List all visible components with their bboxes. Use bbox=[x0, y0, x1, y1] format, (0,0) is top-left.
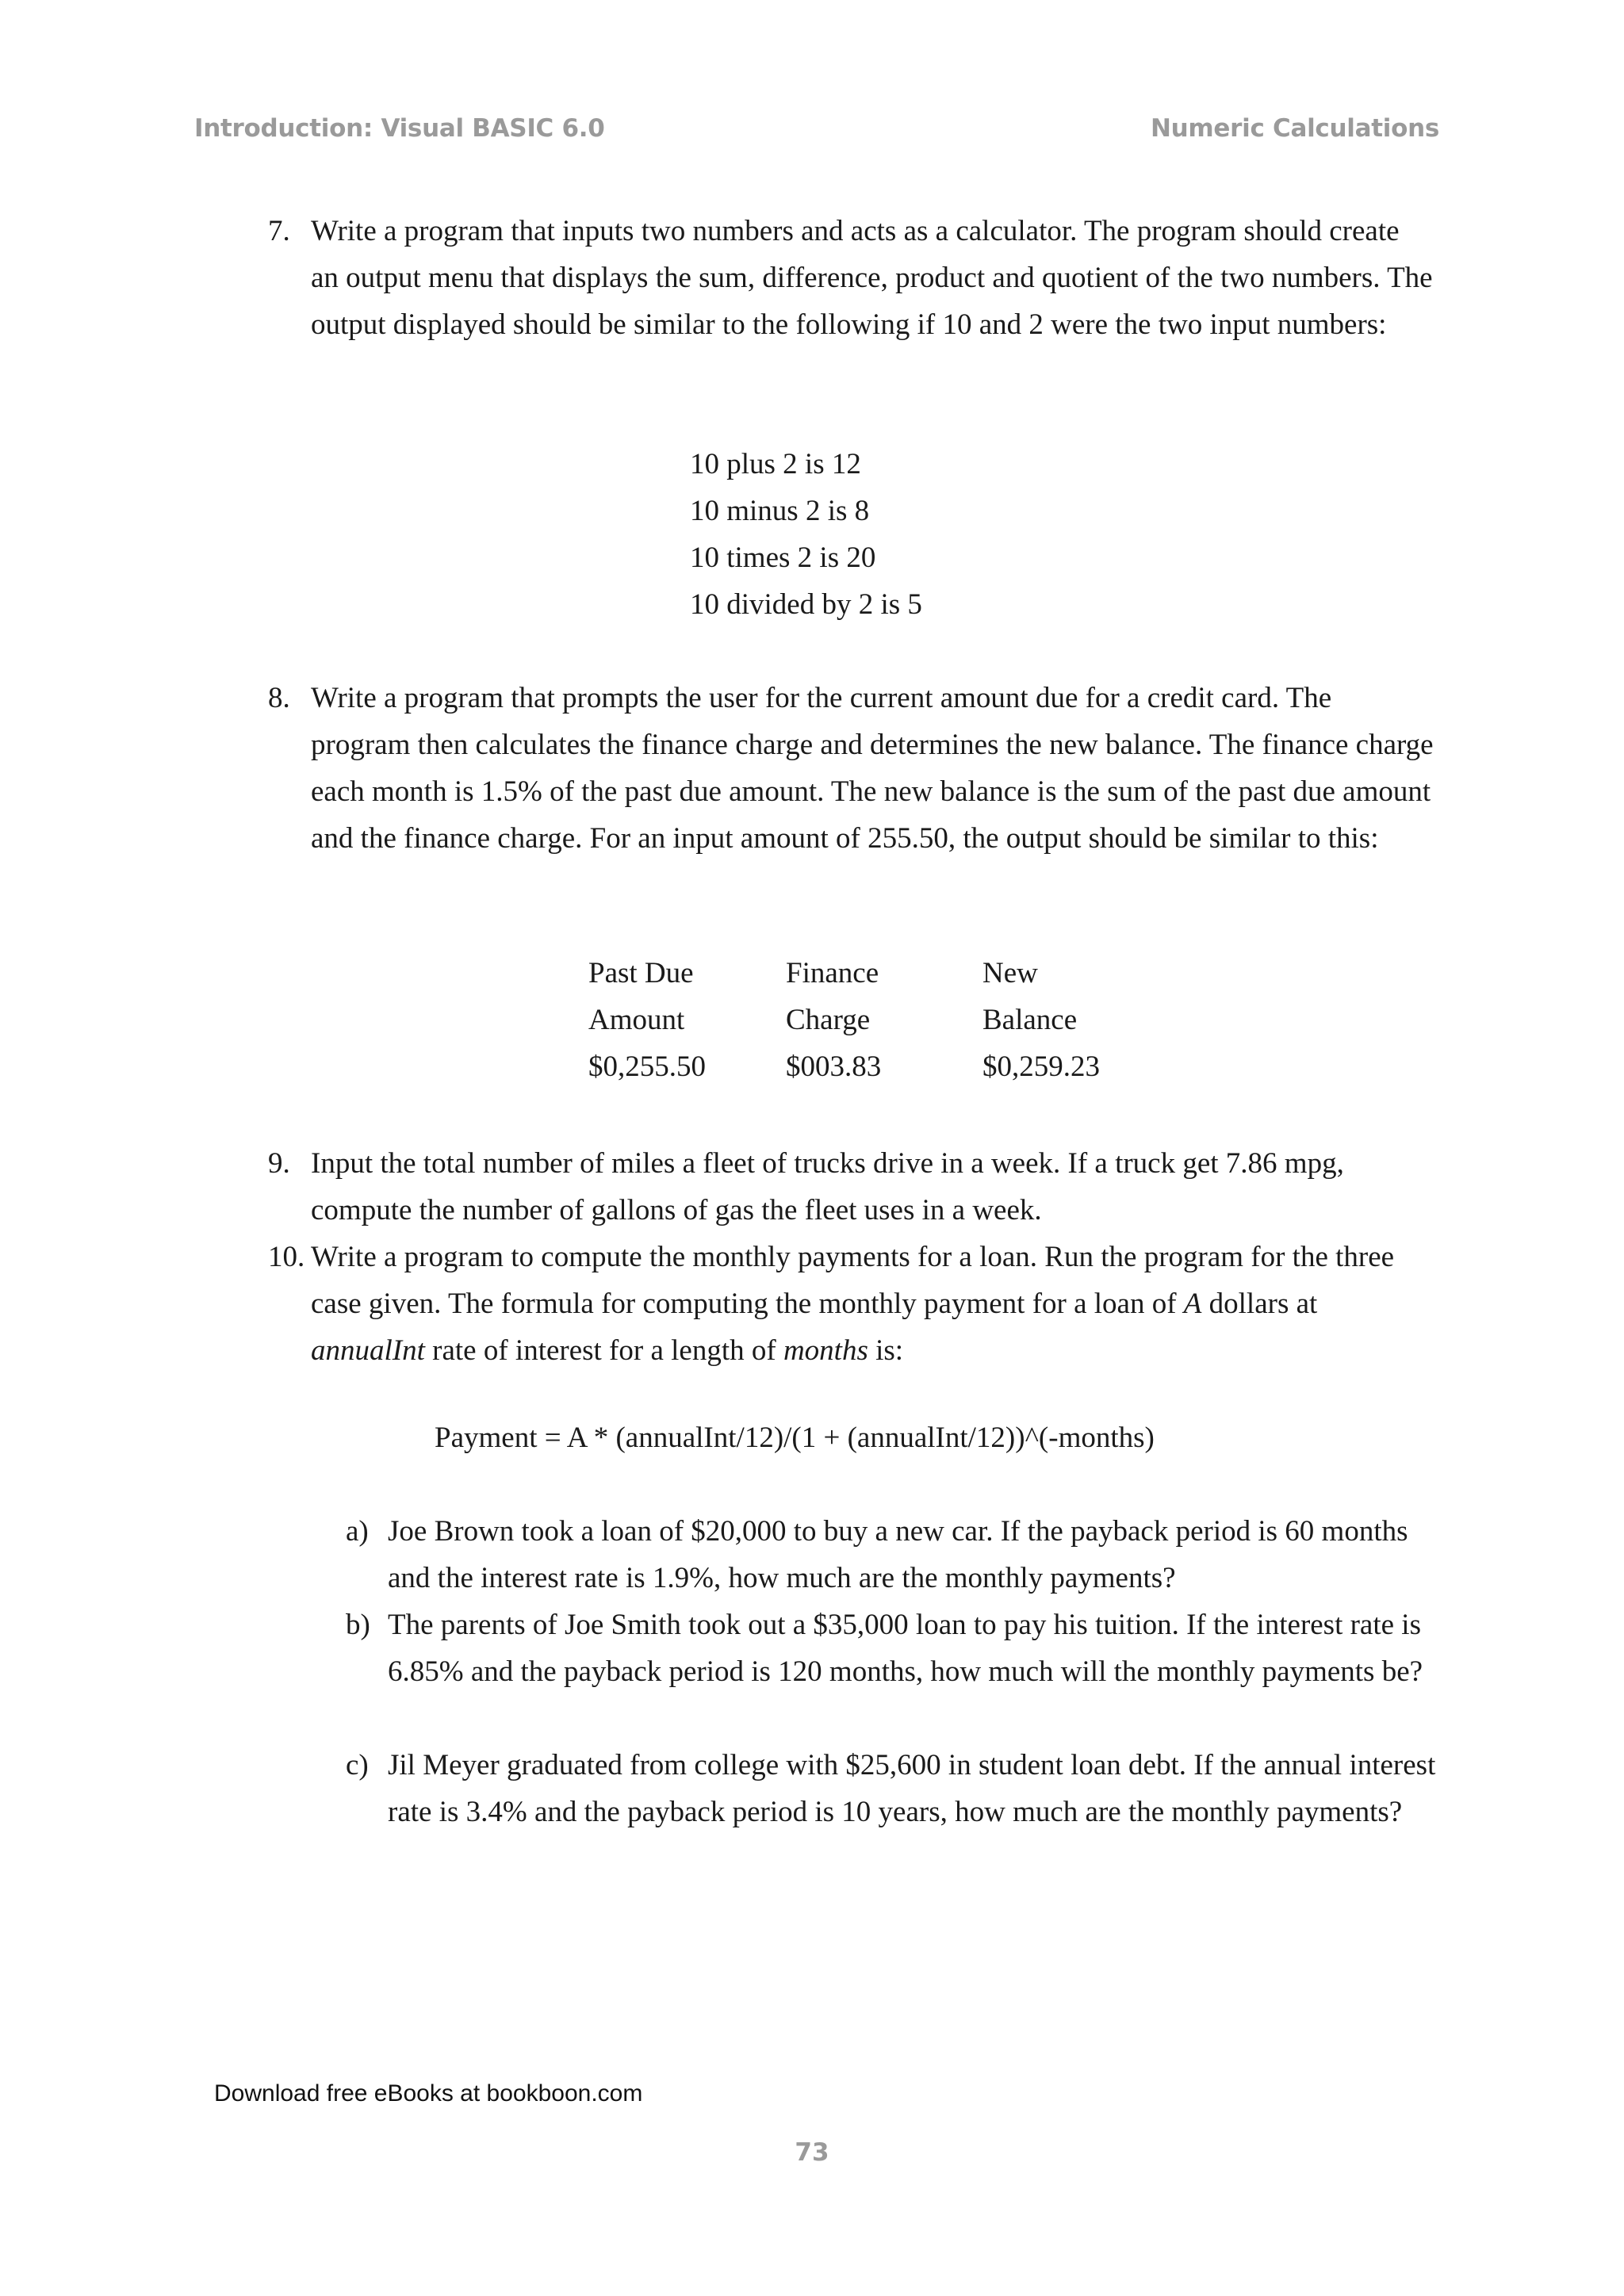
table-cell: $003.83 bbox=[786, 1050, 882, 1083]
page-number: 73 bbox=[795, 2138, 829, 2167]
table-row bbox=[588, 997, 1141, 1043]
table-row bbox=[588, 1043, 1141, 1090]
table-cell: Charge bbox=[786, 1004, 871, 1036]
exercise-text: Write a program that inputs two numbers and acts as a calculator. The program should create an output menu that displays the sum, difference, product and quotient of the two numbers. The output displayed should be similar to the following if 10 and 2 were the two input numbers: bbox=[311, 215, 1433, 341]
exercise-9 bbox=[268, 1140, 1434, 1234]
subitem-label: c) bbox=[346, 1749, 369, 1781]
exercise-number: 7. bbox=[268, 215, 290, 247]
table-cell: New bbox=[982, 957, 1038, 989]
exercise-7 bbox=[268, 208, 1434, 348]
table-cell: $0,259.23 bbox=[982, 1050, 1100, 1083]
subitem-b bbox=[346, 1601, 1440, 1695]
subitem-label: a) bbox=[346, 1515, 369, 1548]
download-link[interactable]: Download free eBooks at bookboon.com bbox=[214, 2080, 643, 2107]
subitem-label: b) bbox=[346, 1609, 370, 1641]
table-cell: Amount bbox=[588, 1004, 685, 1036]
exercise-text: Write a program that prompts the user for the current amount due for a credit card. The program then calculates the finance charge and determines the new balance. The finance charge each month is 1.5% of the past due amount. The new balance is the sum of the past due amount and the finance charge. For an input amount of 255.50, the output should be similar to this: bbox=[311, 682, 1434, 855]
output-line: 10 divided by 2 is 5 bbox=[690, 588, 922, 621]
subitem-c bbox=[346, 1742, 1440, 1835]
exercise-number: 9. bbox=[268, 1147, 290, 1180]
variable-a: A bbox=[1183, 1288, 1202, 1320]
running-header-section: Numeric Calculations bbox=[1151, 114, 1439, 143]
output-line: 10 plus 2 is 12 bbox=[690, 448, 861, 480]
table-cell: Past Due bbox=[588, 957, 694, 989]
exercise-8 bbox=[268, 675, 1434, 862]
finance-output-table bbox=[588, 950, 1141, 1090]
table-row bbox=[588, 950, 1141, 997]
output-line: 10 minus 2 is 8 bbox=[690, 495, 870, 527]
table-cell: $0,255.50 bbox=[588, 1050, 706, 1083]
exercise-text: Write a program to compute the monthly payments for a loan. Run the program for the three case given. The formula for computing the monthly payment for a loan of A dollars at annualInt rate of interest for a length of months is: bbox=[311, 1241, 1395, 1367]
variable-months: months bbox=[783, 1334, 868, 1367]
table-cell: Balance bbox=[982, 1004, 1078, 1036]
payment-formula: Payment = A * (annualInt/12)/(1 + (annualInt/12))^(-months) bbox=[435, 1422, 1155, 1454]
table-cell: Finance bbox=[786, 957, 879, 989]
calculator-output-sample bbox=[690, 441, 922, 628]
exercise-number: 8. bbox=[268, 682, 290, 714]
subitem-text: The parents of Joe Smith took out a $35,000 loan to pay his tuition. If the interest rate is 6.85% and the payback period is 120 months, how much will the monthly payments be? bbox=[388, 1609, 1423, 1688]
subitem-text: Jil Meyer graduated from college with $25,600 in student loan debt. If the annual interest rate is 3.4% and the payback period is 10 years, how much are the monthly payments? bbox=[388, 1749, 1436, 1828]
variable-annualint: annualInt bbox=[311, 1334, 425, 1367]
subitem-text: Joe Brown took a loan of $20,000 to buy a new car. If the payback period is 60 months and the interest rate is 1.9%, how much are the monthly payments? bbox=[388, 1515, 1408, 1594]
subitem-a bbox=[346, 1508, 1440, 1601]
output-line: 10 times 2 is 20 bbox=[690, 541, 876, 574]
exercise-text: Input the total number of miles a fleet of trucks drive in a week. If a truck get 7.86 mpg, compute the number of gallons of gas the fleet uses in a week. bbox=[311, 1147, 1344, 1226]
running-header-title: Introduction: Visual BASIC 6.0 bbox=[194, 114, 605, 143]
exercise-10 bbox=[268, 1234, 1434, 1374]
exercise-number: 10. bbox=[268, 1241, 305, 1273]
